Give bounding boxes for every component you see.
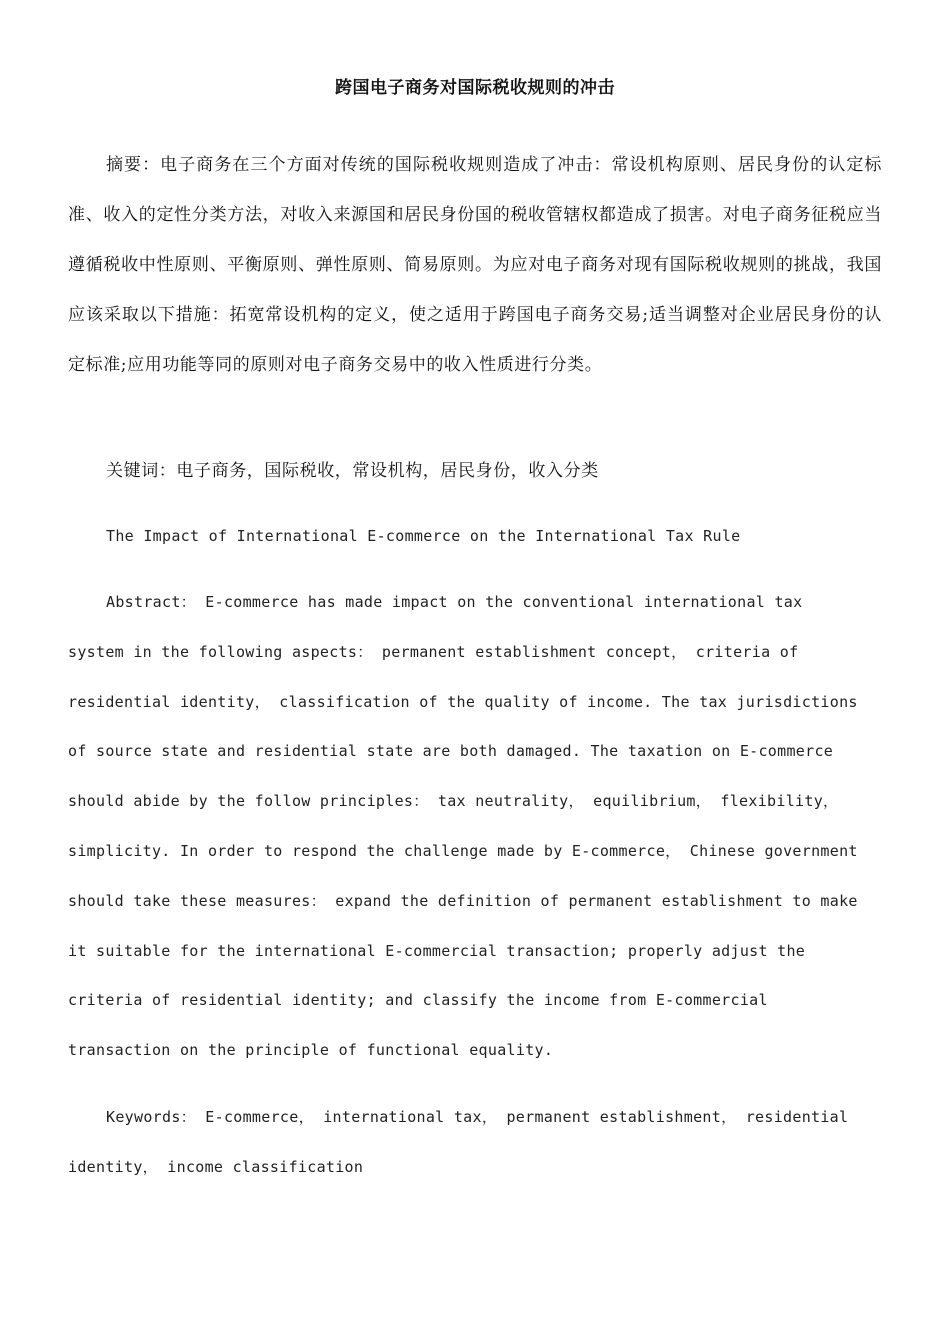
english-keywords	[68, 1093, 888, 1193]
english-abstract-line: Abstract： E-commerce has made impact on the conventional international tax	[106, 593, 803, 611]
english-keywords-line: Keywords： E-commerce， international tax， permanent establishment， residential	[106, 1108, 849, 1126]
english-abstract-line: it suitable for the international E-commercial transaction; properly adjust the	[68, 941, 806, 960]
english-abstract-line: system in the following aspects： permanent establishment concept， criteria of	[68, 642, 799, 661]
paper-title: 跨国电子商务对国际税收规则的冲击	[335, 78, 615, 98]
chinese-abstract: 摘要：电子商务在三个方面对传统的国际税收规则造成了冲击：常设机构原则、居民身份的认定标准、收入的定性分类方法，对收入来源国和居民身份国的税收管辖权都造成了损害。对电子商务征税应当遵循税收中性原则、平衡原则、弹性原则、简易原则。为应对电子商务对现有国际税收规则的挑战，我国应该采取以下措施：拓宽常设机构的定义，使之适用于跨国电子商务交易;适当调整对企业居民身份的认定标准;应用功能等同的原则对电子商务交易中的收入性质进行分类。	[68, 155, 882, 375]
english-keywords-line: identity， income classification	[68, 1157, 364, 1176]
english-abstract-line: transaction on the principle of functional equality.	[68, 1041, 554, 1060]
chinese-keywords: 关键词：电子商务，国际税收，常设机构，居民身份，收入分类	[106, 461, 599, 481]
english-abstract-line: residential identity， classification of the quality of income. The tax jurisdictions	[68, 692, 858, 711]
english-abstract-line: should abide by the follow principles： tax neutrality， equilibrium， flexibility，	[68, 792, 839, 811]
english-title: The Impact of International E-commerce on the International Tax Rule	[106, 527, 741, 545]
english-abstract	[68, 578, 888, 1076]
english-abstract-line: of source state and residential state are both damaged. The taxation on E-commerce	[68, 742, 834, 761]
english-abstract-line: simplicity. In order to respond the challenge made by E-commerce， Chinese government	[68, 841, 858, 860]
english-abstract-line: criteria of residential identity; and classify the income from E-commercial	[68, 991, 768, 1010]
english-abstract-line: should take these measures： expand the definition of permanent establishment to make	[68, 891, 858, 910]
